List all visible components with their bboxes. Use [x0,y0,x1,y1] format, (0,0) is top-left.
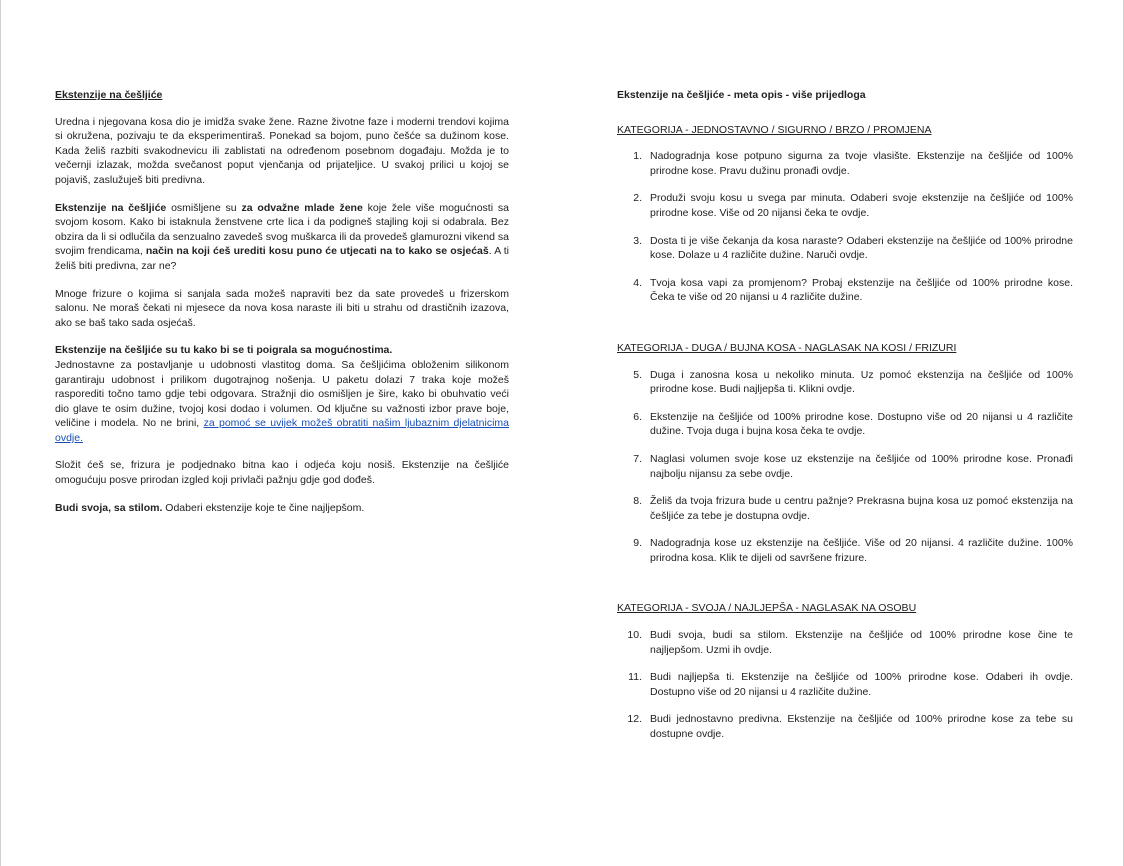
paragraph-4 [55,343,509,445]
list-item [617,368,1073,397]
item-number: 11. [628,671,642,684]
bold-phrase: za odvažne mlade žene [241,201,363,214]
item-number: 5. [633,368,642,381]
list-item [617,149,1073,178]
paragraph-3: Mnoge frizure o kojima si sanjala sada možeš napraviti bez da sate provedeš u frizerskom salonu. Ne moraš čekati ni mjesece da nova kosa naraste ili biti u strahu od drastičnih izazova, ako se baš tako sada osjećaš. [55,287,509,329]
category-heading: KATEGORIJA - SVOJA / NAJLJEPŠA - NAGLASAK NA OSOBU [617,602,917,615]
list-item [617,410,1073,439]
item-number: 1. [633,150,642,163]
item-text: Želiš da tvoja frizura bude u centru pažnje? Prekrasna bujna kosa uz pomoć ekstenzija na češljiće za tebe je dostupna ovdje. [650,495,1073,522]
paragraph-2 [55,201,509,274]
item-number: 12. [627,713,642,726]
list-item [617,628,1073,657]
item-number: 2. [633,192,642,205]
item-number: 9. [633,537,642,550]
suggestion-list [617,149,1073,305]
item-text: Tvoja kosa vapi za promjenom? Probaj ekstenzije na češljiće od 100% prirodne kose. Čeka te više od 20 nijansi u 4 različite dužine. [650,276,1073,304]
text-run: . A ti želiš biti predivna, zar ne? [55,245,509,272]
category-heading: KATEGORIJA - DUGA / BUJNA KOSA - NAGLASAK NA KOSI / FRIZURI [617,341,957,354]
text-run: osmišljene su [166,201,242,214]
left-column [55,88,509,528]
item-text: Nadogradnja kose potpuno sigurna za tvoje vlasište. Ekstenzije na češljiće od 100% prirodne kose. Pravu dužinu pronađi ovdje. [650,150,1073,177]
item-text: Budi jednostavno predivna. Ekstenzije na češljiće od 100% prirodne kose za tebe su dostupne ovdje. [650,713,1073,741]
list-item [617,536,1073,565]
paragraph-5: Složit ćeš se, frizura je podjednako bitna kao i odjeća koju nosiš. Ekstenzije na češljiće omogućuju posve prirodan izgled koji privlači pažnju gdje god dođeš. [55,459,509,487]
item-text: Naglasi volumen svoje kose uz ekstenzije na češljiće od 100% prirodne kose. Pronađi najbolju nijansu za sebe ovdje. [650,452,1073,480]
intro-paragraph: Uredna i njegovana kosa dio je imidža svake žene. Razne životne faze i moderni trendovi kojima si okružena, pozivaju te da eksperimentiraš. Ponekad sa bojom, puno češće sa dužinom kose. Kada želiš razbiti svakodnevicu ili zablistati na određenom posebnom događaju. Možda je to večernji izlazak, možda svečanost poput vjenčanja od prijateljice. U svakoj prilici u kojoj se pojaviš, zaslužuješ biti predivna. [55,115,509,186]
right-column [617,88,1073,755]
item-text: Duga i zanosna kosa u nekoliko minuta. Uz pomoć ekstenzija na češljiće od 100% prirodne kose. Budi najljepša ti. Klikni ovdje. [650,368,1073,396]
item-number: 4. [633,276,642,289]
list-item [617,452,1073,481]
text-run: Odaberi ekstenzije koje te čine najljepšom. [162,501,365,514]
item-text: Budi svoja, budi sa stilom. Ekstenzije na češljiće od 100% prirodne kose čine te najljepšom. Uzmi ih ovdje. [650,629,1073,656]
list-item [617,191,1073,220]
list-item [617,276,1073,305]
item-text: Budi najljepša ti. Ekstenzije na češljiće od 100% prirodne kose. Odaberi ih ovdje. Dostupno više od 20 nijansi u 4 različite dužine. [650,671,1073,698]
list-item [617,494,1073,523]
meta-title: Ekstenzije na češljiće - meta opis - više prijedloga [617,89,866,101]
suggestion-list [617,628,1073,742]
item-number: 8. [633,495,642,508]
list-item [617,234,1073,263]
item-number: 7. [633,452,642,465]
list-item [617,670,1073,699]
article-title: Ekstenzije na češljiće [55,89,163,101]
list-item [617,712,1073,741]
contact-staff-link[interactable]: za pomoć se uvijek možeš obratiti našim ljubaznim djelatnicima ovdje. [55,417,509,444]
text-run: koje žele više mogućnosti sa svojom kosom. Kako bi istaknula ženstvene crte lica i da podigneš stajling koji si odabrala. Bez obzira da li si odlučila da senzualno zavedeš svog muškarca ili da provedeš glamurozni vikend sa svojim frendicama, [55,201,509,258]
item-number: 6. [633,410,642,423]
closing-paragraph [55,501,509,516]
suggestion-list [617,368,1073,566]
text-run: Jednostavne za postavljanje u udobnosti vlastitog doma. Sa češljićima obloženim silikonom garantiraju udobnost i prilikom dugotrajnog nošenja. U paketu dolazi 7 traka koje možeš rasporediti točno tamo gdje tebi odgovara. Stražnji dio osmišljen je šire, kako bi obuhvatio veći dio glave te osim dužine, tvojoj kosi dodao i volumen. Od ključne su važnosti izbor prave boje, veličine i modela. No ne brini, [55,358,509,430]
bold-phrase: način na koji ćeš urediti kosu puno će utjecati na to kako se osjećaš [145,245,489,258]
item-text: Ekstenzije na češljiće od 100% prirodne kose. Dostupno više od 20 nijansi u 4 različite dužine. Tvoja duga i bujna kosa čeka te ovdje. [650,410,1073,438]
paragraph-heading: Ekstenzije na češljiće su tu kako bi se ti poigrala sa mogućnostima. [55,344,393,357]
item-text: Nadogradnja kose uz ekstenzije na češljiće. Više od 20 nijansi. 4 različite dužine. 100% prirodna kosa. Klik te dijeli od savršene frizure. [650,537,1073,564]
item-number: 10. [627,629,642,642]
bold-phrase: Ekstenzije na češljiće [55,201,167,214]
item-text: Dosta ti je više čekanja da kosa naraste? Odaberi ekstenzije na češljiće od 100% prirodne kose. Dolaze u 4 različite dužine. Naruči ovdje. [650,234,1073,262]
item-number: 3. [633,234,642,247]
category-heading: KATEGORIJA - JEDNOSTAVNO / SIGURNO / BRZO / PROMJENA [617,123,932,136]
item-text: Produži svoju kosu u svega par minuta. Odaberi svoje ekstenzije na češljiće od 100% prirodne kose. Više od 20 nijansi čeka te ovdje. [650,192,1073,219]
bold-phrase: Budi svoja, sa stilom. [55,501,163,514]
